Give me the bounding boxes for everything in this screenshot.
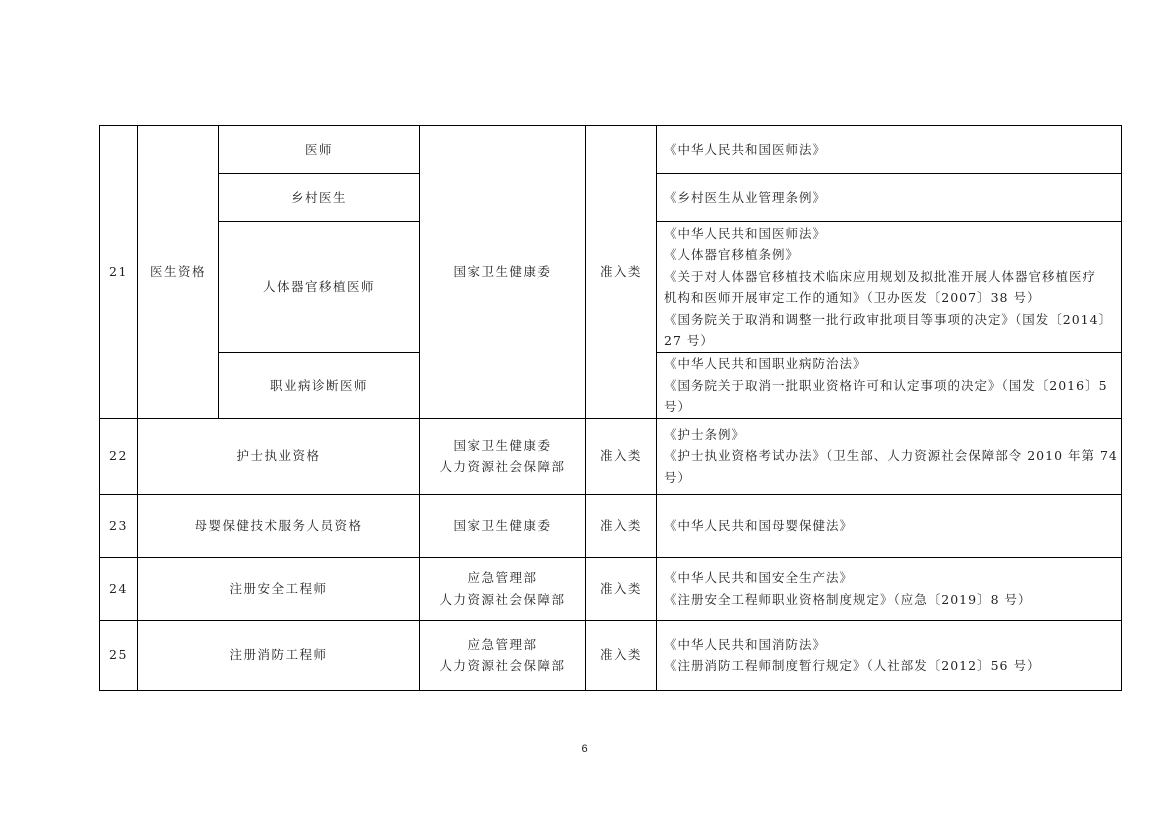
legal-basis-line: 《中华人民共和国医师法》	[664, 141, 827, 157]
legal-basis-line: 《国务院关于取消一批职业资格许可和认定事项的决定》（国发〔2016〕5	[664, 377, 1108, 393]
qualification-type: 准入类	[586, 418, 657, 494]
department-name: 国家卫生健康委	[453, 264, 552, 279]
department-cell	[420, 557, 586, 620]
legal-basis-cell	[657, 353, 1122, 419]
legal-basis-line: 《护士执业资格考试办法》（卫生部、人力资源社会保障部令 2010 年第 74	[664, 448, 1118, 464]
legal-basis-line: 《中华人民共和国安全生产法》	[664, 570, 854, 585]
department-name: 国家卫生健康委	[453, 437, 552, 453]
sub-qualification-name: 职业病诊断医师	[219, 353, 420, 419]
legal-basis-line: 号）	[664, 399, 692, 414]
table-row	[100, 418, 1122, 494]
qualification-name: 注册消防工程师	[138, 620, 420, 690]
table-row	[100, 557, 1122, 620]
legal-basis-cell	[657, 222, 1122, 353]
legal-basis-line: 《注册安全工程师职业资格制度规定》（应急〔2019〕8 号）	[664, 591, 1032, 607]
department-cell	[420, 620, 586, 690]
department-name: 应急管理部	[467, 570, 538, 585]
table-row	[100, 126, 1122, 174]
legal-basis-cell	[657, 620, 1122, 690]
legal-basis-line: 《护士条例》	[664, 426, 746, 442]
legal-basis-line: 《人体器官移植条例》	[664, 247, 800, 262]
row-number: 25	[100, 620, 138, 690]
sub-qualification-name: 医师	[219, 126, 420, 174]
department-cell	[420, 494, 586, 557]
department-name: 应急管理部	[467, 636, 538, 652]
department-name: 人力资源社会保障部	[439, 459, 566, 474]
legal-basis-cell	[657, 494, 1122, 557]
legal-basis-line: 《中华人民共和国母婴保健法》	[664, 517, 854, 533]
department-cell	[420, 418, 586, 494]
row-number: 21	[100, 126, 138, 419]
qualification-type: 准入类	[586, 126, 657, 419]
legal-basis-line: 27 号）	[664, 333, 714, 348]
row-number: 23	[100, 494, 138, 557]
department-name: 人力资源社会保障部	[439, 658, 566, 673]
sub-qualification-name: 人体器官移植医师	[219, 222, 420, 353]
legal-basis-line: 《乡村医生从业管理条例》	[664, 189, 827, 205]
legal-basis-line: 《中华人民共和国职业病防治法》	[664, 356, 867, 371]
legal-basis-line: 《国务院关于取消和调整一批行政审批项目等事项的决定》（国发〔2014〕	[664, 311, 1113, 327]
legal-basis-line: 机构和医师开展审定工作的通知》（卫办医发〔2007〕38 号）	[664, 290, 1041, 305]
page-number: 6	[581, 743, 588, 755]
qualification-name: 护士执业资格	[138, 418, 420, 494]
row-number: 22	[100, 418, 138, 494]
qualification-name: 注册安全工程师	[138, 557, 420, 620]
qualification-table	[99, 125, 1122, 691]
table-row	[100, 494, 1122, 557]
qualification-type: 准入类	[586, 620, 657, 690]
sub-qualification-name: 乡村医生	[219, 174, 420, 222]
legal-basis-cell	[657, 557, 1122, 620]
department-name: 国家卫生健康委	[453, 517, 552, 533]
legal-basis-cell	[657, 418, 1122, 494]
row-number: 24	[100, 557, 138, 620]
legal-basis-line: 《注册消防工程师制度暂行规定》（人社部发〔2012〕56 号）	[664, 658, 1041, 673]
legal-basis-line: 《中华人民共和国医师法》	[664, 225, 827, 241]
qualification-name: 母婴保健技术服务人员资格	[138, 494, 420, 557]
department-name: 人力资源社会保障部	[439, 591, 566, 607]
legal-basis-cell	[657, 174, 1122, 222]
department-cell	[420, 126, 586, 419]
table-row	[100, 620, 1122, 690]
legal-basis-line: 《关于对人体器官移植技术临床应用规划及拟批准开展人体器官移植医疗	[664, 268, 1097, 284]
qualification-type: 准入类	[586, 494, 657, 557]
legal-basis-cell	[657, 126, 1122, 174]
qualification-category: 医生资格	[138, 126, 219, 419]
legal-basis-line: 《中华人民共和国消防法》	[664, 636, 827, 652]
legal-basis-line: 号）	[664, 469, 692, 485]
qualification-type: 准入类	[586, 557, 657, 620]
